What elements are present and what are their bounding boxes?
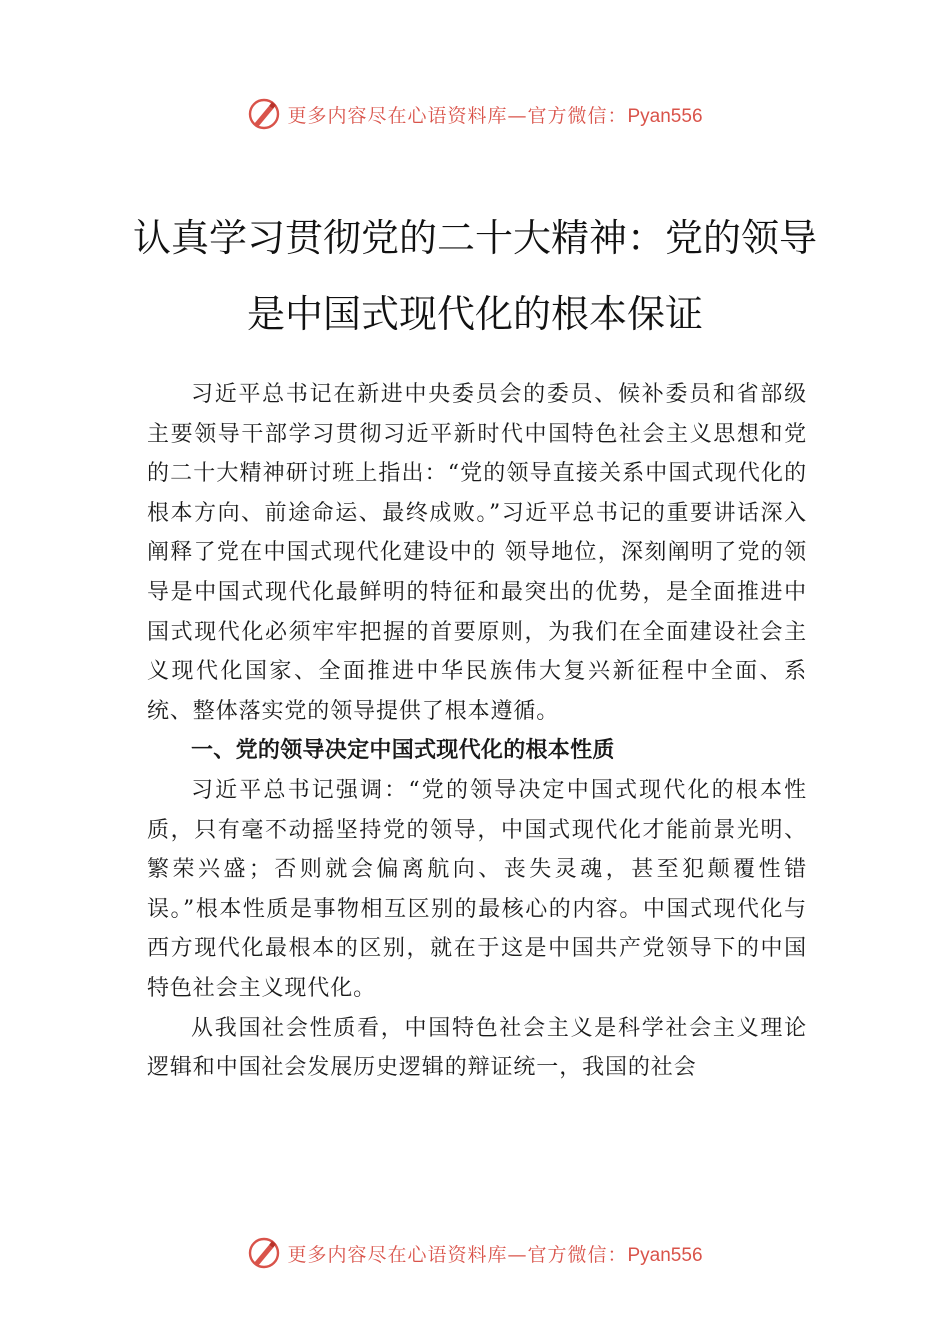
wechat-account: Pyan556	[627, 105, 703, 127]
header-banner	[0, 94, 950, 134]
paragraph-3: 从我国社会性质看，中国特色社会主义是科学社会主义理论逻辑和中国社会发展历史逻辑的辩证统一，我国的社会	[147, 1015, 807, 1081]
title-line-2: 是中国式现代化的根本保证	[246, 292, 703, 336]
paragraph-2: 习近平总书记强调：“党的领导决定中国式现代化的根本性质，只有毫不动摇坚持党的领导，中国式现代化才能前景光明、繁荣兴盛；否则就会偏离航向、丧失灵魂，甚至犯颠覆性错误。”根本性质是事物相互区别的最核心的内容。中国式现代化与西方现代化最根本的区别，就在于这是中国共产党领导下的中国特色社会主义现代化。	[147, 777, 807, 1001]
banner-text: 更多内容尽在心语资料库—官方微信：Pyan556	[287, 104, 703, 127]
banner-text: 更多内容尽在心语资料库—官方微信：Pyan556	[287, 1243, 703, 1266]
pen-in-circle-icon	[247, 1236, 281, 1270]
document-title	[130, 200, 820, 352]
pen-in-circle-icon	[247, 97, 281, 131]
wechat-account: Pyan556	[627, 1244, 703, 1266]
document-body	[147, 375, 807, 1088]
paragraph-1: 习近平总书记在新进中央委员会的委员、候补委员和省部级主要领导干部学习贯彻习近平新时代中国特色社会主义思想和党的二十大精神研讨班上指出：“党的领导直接关系中国式现代化的根本方向、前途命运、最终成败。”习近平总书记的重要讲话深入阐释了党在中国式现代化建设中的 领导地位，深刻阐明了党的领导是中国式现代化最鲜明的特征和最突出的优势，是全面推进中国式现代化必须牢牢把握的首要原则，为我们在全面建设社会主义现代化国家、全面推进中华民族伟大复兴新征程中全面、系统、整体落实党的领导提供了根本遵循。	[147, 382, 807, 724]
title-line-1: 认真学习贯彻党的二十大精神：党的领导	[132, 216, 817, 260]
footer-banner	[0, 1233, 950, 1273]
section-heading-1: 一、党的领导决定中国式现代化的根本性质	[191, 738, 615, 764]
